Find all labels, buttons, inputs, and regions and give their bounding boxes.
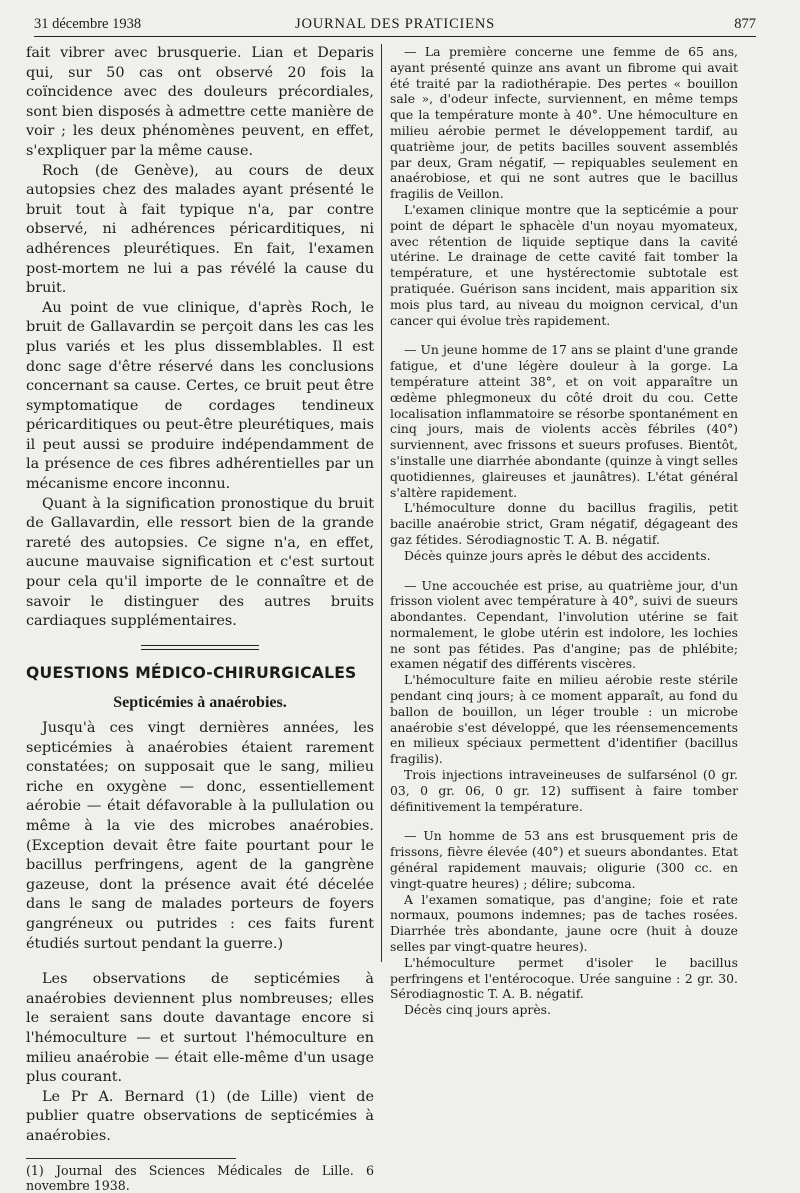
spacer — [390, 564, 738, 578]
footnote-rule — [26, 1158, 236, 1159]
paragraph: fait vibrer avec brusquerie. Lian et Deparis qui, sur 50 cas ont observé 20 fois la coïncidence avec des douleurs précordiales, sont bien disposés à admettre cette manière de voir ; les deux phénomènes peuvent, en effet, s'expliquer par la même cause. — [26, 45, 374, 159]
footnote: (1) Journal des Sciences Médicales de Lille. 6 novembre 1938. — [26, 1163, 374, 1193]
section-title: QUESTIONS MÉDICO-CHIRURGICALES — [26, 663, 357, 682]
journal-title: JOURNAL DES PRATICIENS — [295, 16, 495, 32]
paragraph: Décès quinze jours après le début des accidents. — [404, 547, 711, 563]
article-title: Septicémies à anaérobies. — [113, 694, 287, 712]
spacer — [390, 814, 738, 828]
spacer — [390, 328, 738, 342]
paragraph: L'examen clinique montre que la septicémie a pour point de départ le sphacèle d'un noyau myomateux, avec rétention de liquide septique dans la cavité utérine. Le drainage de cette cavité fait tomber la température, et une hystérectomie subtotale est pratiquée. Guérison sans incident, mais apparition six mois plus tard, au niveau du moignon cervical, d'un cancer qui évolue très rapidement. — [390, 201, 738, 328]
paragraph: Roch (de Genève), au cours de deux autopsies chez des malades ayant présenté le bruit tout à fait typique n'a, par contre observé, ni adhérences péricarditiques, ni adhérences pleurétiques. En fait, l'examen post-mortem ne lui a pas révélé la cause du bruit. — [26, 162, 374, 297]
page-number: 877 — [734, 16, 756, 32]
paragraph: Les observations de septicémies à anaérobies deviennent plus nombreuses; elles le seraient sans doute davantage encore si l'hémoculture — et surtout l'hémoculture en milieu anaérobie — était elle-même d'un usage plus courant. — [26, 971, 374, 1086]
right-column — [390, 44, 738, 1018]
column-divider — [381, 44, 382, 962]
paragraph: — Un homme de 53 ans est brusquement pris de frissons, fièvre élevée (40°) et sueurs abondantes. Etat général rapidement mauvais; oligurie (300 cc. en vingt-quatre heures) ; délire; subcoma. — [390, 828, 738, 891]
paragraph: Jusqu'à ces vingt dernières années, les septicémies à anaérobies étaient rarement constatées; on supposait que le sang, milieu riche en oxygène — donc, essentiellement aérobie — était défavorable à la pullulation ou même à la vie des microbes anaérobies. (Exception devait être faite pourtant pour le bacillus perfringens, agent de la gangrène gazeuse, dont la présence avait été décelée dans le sang de malades porteurs de foyers gangréneux ou putrides : ces faits furent étudiés surtout pendant la guerre.) — [26, 720, 374, 952]
paragraph: Trois injections intraveineuses de sulfarsénol (0 gr. 03, 0 gr. 06, 0 gr. 12) suffisent à faire tomber définitivement la température. — [390, 767, 738, 814]
running-header — [34, 12, 756, 37]
header-date: 31 décembre 1938 — [34, 16, 142, 32]
spacer — [26, 954, 374, 970]
paragraph: Décès cinq jours après. — [404, 1002, 551, 1018]
paragraph: L'hémoculture donne du bacillus fragilis, petit bacille anaérobie strict, Gram négatif, dégageant des gaz fétides. Sérodiagnostic T. A. B. négatif. — [390, 500, 738, 547]
paragraph: — La première concerne une femme de 65 ans, ayant présenté quinze ans avant un fibrome qui avait été traité par la radiothérapie. Des pertes « bouillon sale », d'odeur infecte, surviennent, en même temps que la température monte à 40°. Une hémoculture en milieu aérobie permet le développement tardif, au quatrième jour, de petits bacilles souvent assemblés par deux, Gram négatif, — repiquables seulement en anaérobiose, et qui ne sont autres que le bacillus fragilis de Veillon. — [390, 44, 738, 202]
paragraph: — Une accouchée est prise, au quatrième jour, d'un frisson violent avec température à 40°, suivi de sueurs abondantes. Cependant, l'involution utérine se fait normalement, le globe utérin est indolore, les lochies ne sont pas fétides. Pas d'angine; pas de phlébite; examen négatif des différents viscères. — [390, 577, 738, 672]
paragraph: Le Pr A. Bernard (1) (de Lille) vient de publier quatre observations de septicémies à anaérobies. — [26, 1088, 374, 1144]
paragraph: Au point de vue clinique, d'après Roch, le bruit de Gallavardin se perçoit dans les cas les plus variés et les plus dissemblables. Il est donc sage d'être réservé dans les conclusions concernant sa cause. Certes, ce bruit peut être symptomatique de cordages tendineux péricarditiques ou peut-être pleurétiques, mais il peut aussi se produire indépendamment de la présence de ces fibres adhérentielles par un mécanisme encore inconnu. — [26, 299, 374, 493]
paragraph: L'hémoculture permet d'isoler le bacillus perfringens et l'entérocoque. Urée sanguine : 2 gr. 30. Sérodiagnostic T. A. B. négatif. — [390, 954, 738, 1002]
paragraph: L'hémoculture faite en milieu aérobie reste stérile pendant cinq jours; à ce moment apparaît, au fond du ballon de bouillon, un léger trouble : un microbe anaérobie s'est développé, que les réensemencements en milieux spéciaux permettent d'identifier (bacillus fragilis). — [390, 672, 738, 767]
left-column — [26, 44, 374, 1193]
paragraph: Quant à la signification pronostique du bruit de Gallavardin, elle ressort bien de la grande rareté des autopsies. Ce signe n'a, en effet, aucune mauvaise signification et c'est surtout pour cela qu'il importe de le connaître et de savoir le distinguer des autres bruits cardiaques supplémentaires. — [26, 495, 374, 630]
section-divider — [141, 645, 259, 650]
paragraph: A l'examen somatique, pas d'angine; foie et rate normaux, poumons indemnes; pas de taches rosées. Diarrhée très abondante, jaune ocre (huit à douze selles par vingt-quatre heures). — [390, 891, 738, 955]
paragraph: — Un jeune homme de 17 ans se plaint d'une grande fatigue, et d'une légère douleur à la gorge. La température atteint 38°, et on voit apparaître un œdème phlegmoneux du côté droit du cou. Cette localisation inflammatoire se résorbe spontanément en cinq jours, mais de violents accès fébriles (40°) surviennent, avec frissons et sueurs profuses. Bientôt, s'installe une diarrhée abondante (quinze à vingt selles quotidiennes, glaireuses et jaunâtres). L'état général s'altère rapidement. — [390, 342, 738, 500]
